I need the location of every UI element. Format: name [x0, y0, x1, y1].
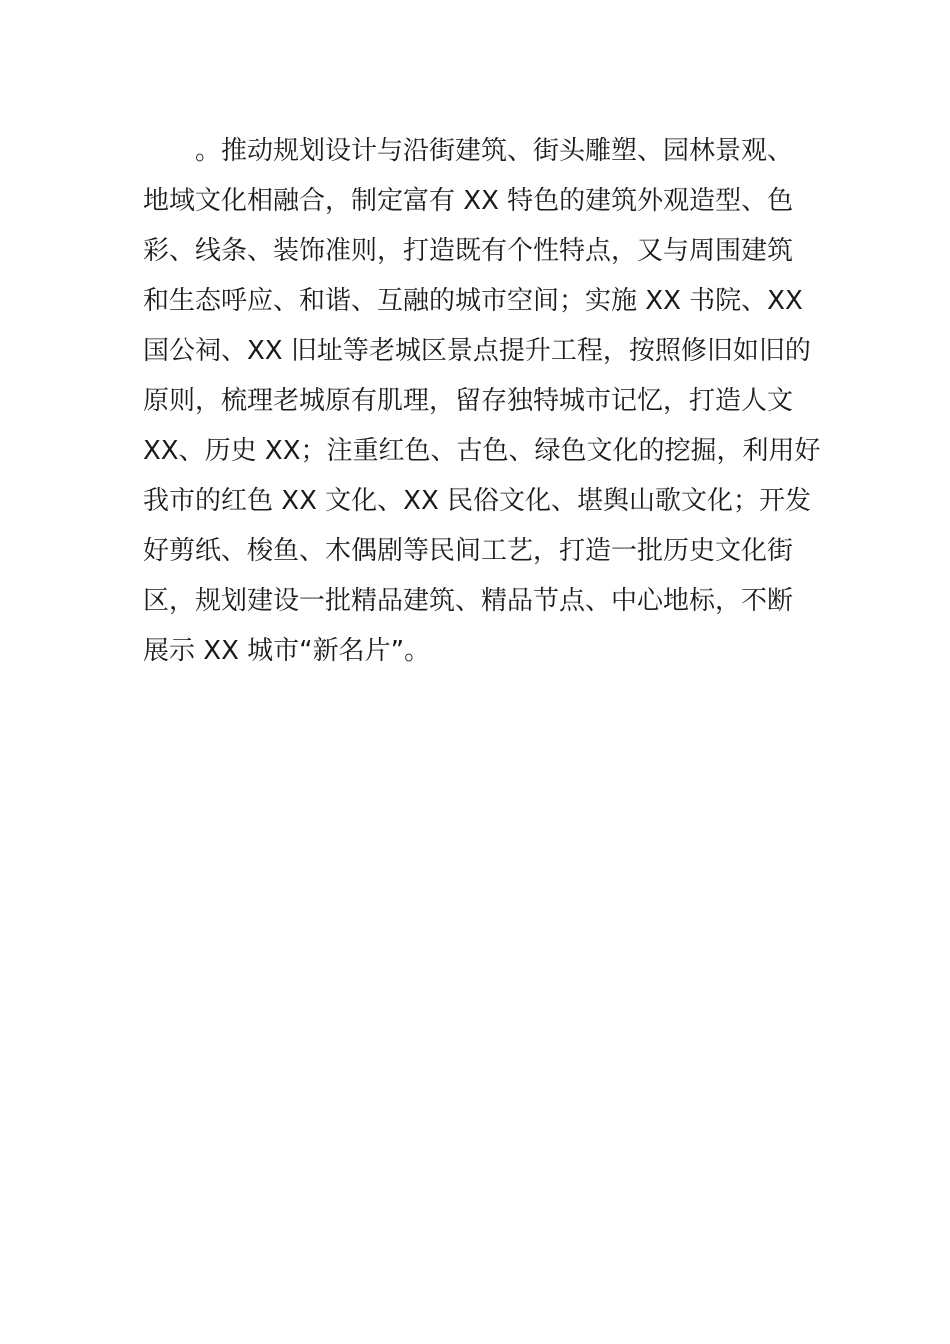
paragraph-line: 区，规划建设一批精品建筑、精品节点、中心地标，不断: [143, 586, 794, 616]
paragraph-line: 地域文化相融合，制定富有 XX 特色的建筑外观造型、色: [143, 186, 794, 216]
paragraph-line: 。推动规划设计与沿街建筑、街头雕塑、园林景观、: [195, 136, 794, 166]
paragraph-line: 和生态呼应、和谐、互融的城市空间；实施 XX 书院、XX: [143, 286, 803, 316]
paragraph-line: 好剪纸、梭鱼、木偶剧等民间工艺，打造一批历史文化街: [143, 536, 794, 566]
paragraph-line: 国公祠、XX 旧址等老城区景点提升工程，按照修旧如旧的: [143, 336, 811, 366]
paragraph-line: 彩、线条、装饰准则，打造既有个性特点，又与周围建筑: [143, 236, 794, 266]
paragraph-line: 原则，梳理老城原有肌理，留存独特城市记忆，打造人文: [143, 386, 794, 416]
paragraph-line: 我市的红色 XX 文化、XX 民俗文化、堪舆山歌文化；开发: [143, 486, 812, 516]
paragraph-line: 展示 XX 城市“新名片”。: [143, 636, 431, 666]
body-paragraph: [143, 126, 821, 676]
paragraph-line: XX、历史 XX；注重红色、古色、绿色文化的挖掘，利用好: [143, 436, 821, 466]
